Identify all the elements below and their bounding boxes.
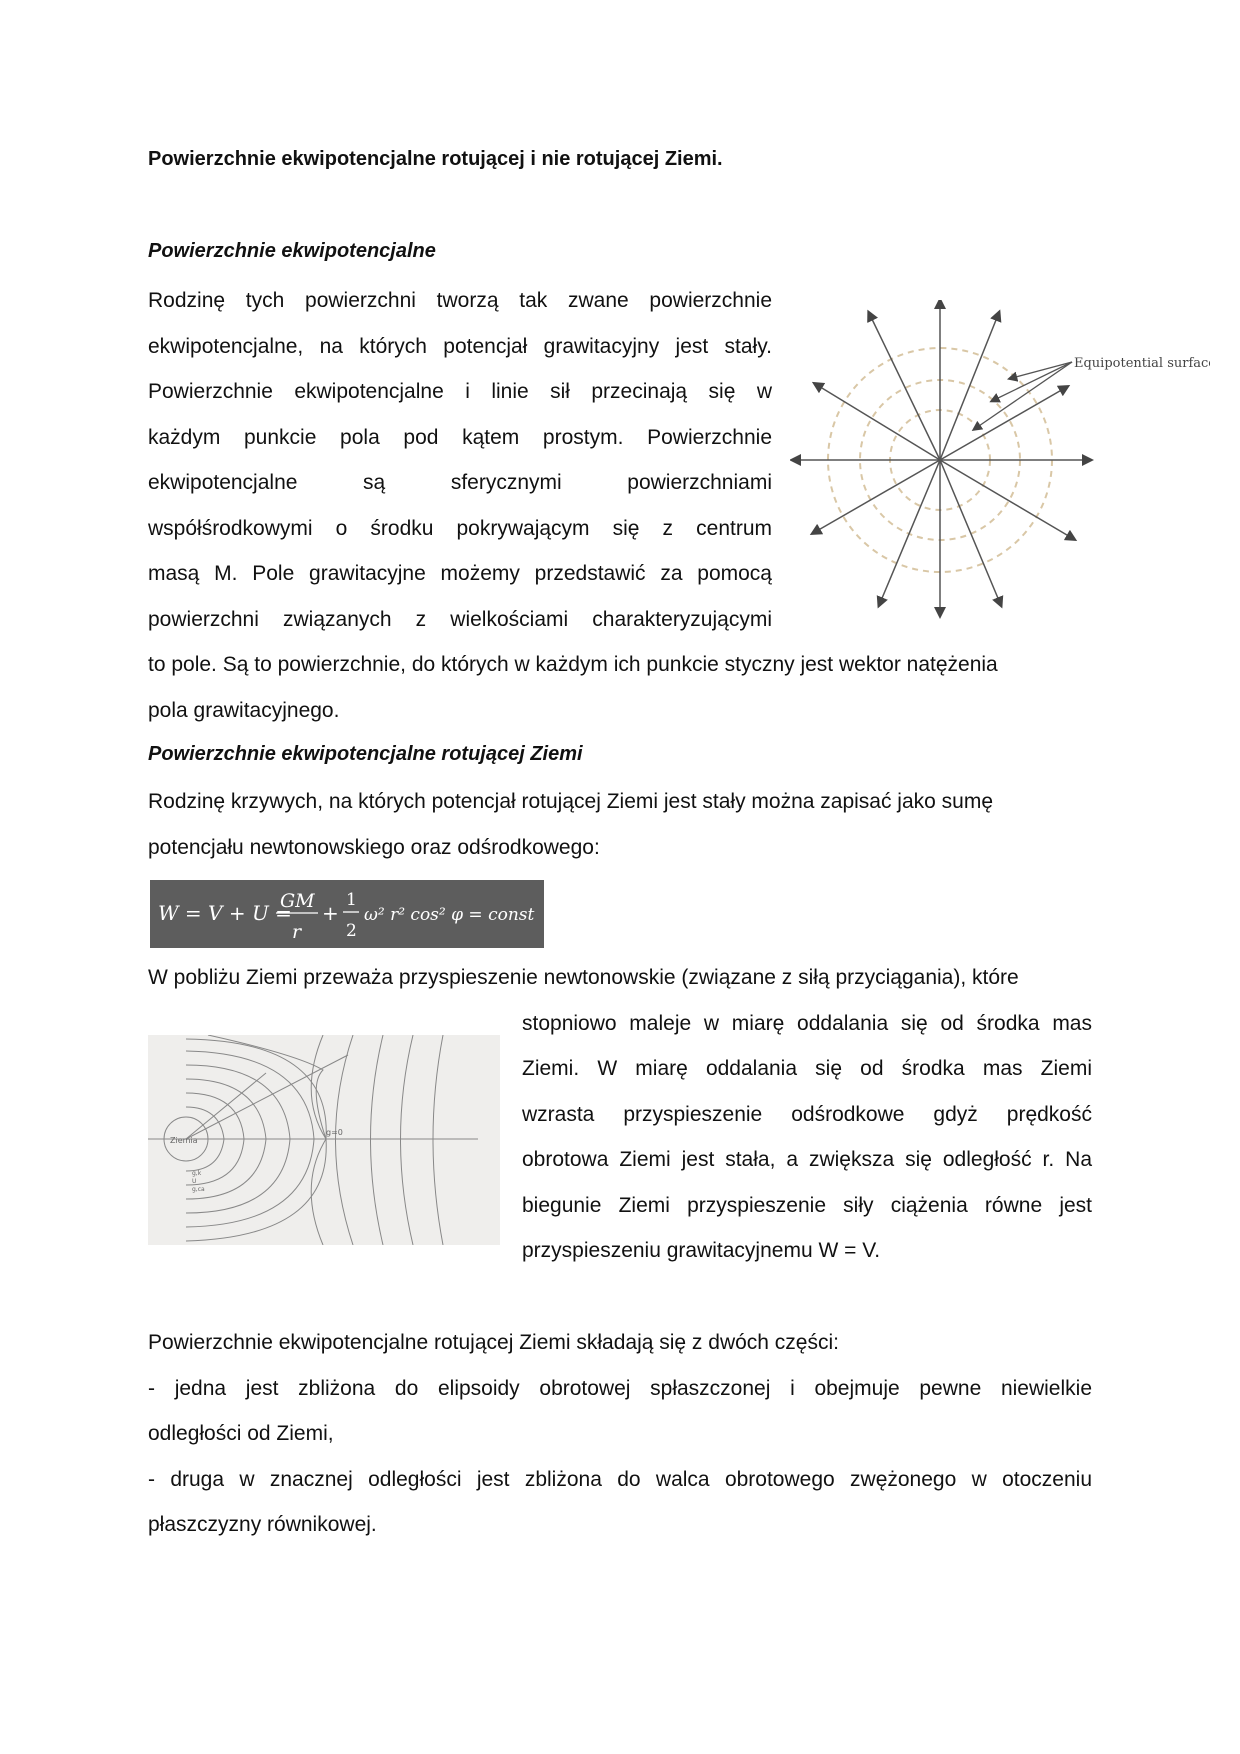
page-title: Powierzchnie ekwipotencjalne rotującej i nie rotującej Ziemi. (148, 148, 723, 170)
paragraph-line: Rodzinę krzywych, na których potencjał rotującej Ziemi jest stały można zapisać jako sumę (148, 790, 994, 813)
paragraph-line: to pole. Są to powierzchnie, do których w każdym ich punkcie styczny jest wektor natężenia (148, 653, 998, 676)
equipotential-diagram (790, 300, 1210, 620)
rotating-earth-diagram-svg (148, 1035, 500, 1245)
paragraph-line: przyspieszeniu grawitacyjnemu W = V. (522, 1239, 881, 1262)
paragraph-line: pola grawitacyjnego. (148, 699, 340, 722)
paragraph-line: współśrodkowymi o środku pokrywającym się z centrum (148, 517, 772, 540)
equipotential-curve (433, 1035, 443, 1245)
rotating-earth-diagram (148, 1035, 500, 1245)
paragraph-line: stopniowo maleje w miarę oddalania się od środka mas (522, 1012, 1092, 1035)
radius-line (186, 1055, 348, 1139)
section-heading-equipotential: Powierzchnie ekwipotencjalne (148, 240, 436, 262)
label-pointer (994, 362, 1072, 400)
potential-formula (150, 880, 544, 948)
formula-num-gm: GM (280, 890, 315, 912)
equipotential-curve (336, 1035, 354, 1245)
earth-label: Ziemia (170, 1136, 198, 1145)
paragraph-line: obrotowa Ziemi jest stała, a zwiększa się odległość r. Na (522, 1148, 1092, 1171)
equipotential-diagram-svg (790, 300, 1210, 620)
formula-plus: + (322, 901, 339, 925)
section-heading-rotating: Powierzchnie ekwipotencjalne rotującej Ziemi (148, 743, 583, 765)
side-label: U (192, 1178, 197, 1185)
paragraph-line: Powierzchnie ekwipotencjalne rotującej Ziemi składają się z dwóch części: (148, 1331, 839, 1354)
equipotential-surface-label: Equipotential surface (1074, 356, 1210, 371)
field-line (880, 460, 940, 603)
potential-formula-svg (150, 880, 544, 948)
paragraph-line: ekwipotencjalne są sferycznymi powierzchniami (148, 471, 772, 494)
formula-lhs: W = V + U = (158, 901, 292, 925)
paragraph-line: Ziemi. W miarę oddalania się od środka mas Ziemi (522, 1057, 1092, 1080)
paragraph-line: W pobliżu Ziemi przeważa przyspieszenie newtonowskie (związane z siłą przyciągania), które (148, 966, 1019, 989)
paragraph-line: powierzchni związanych z wielkościami charakteryzującymi (148, 608, 772, 631)
formula-tail: ω² r² cos² φ = const (364, 905, 535, 925)
field-line (940, 388, 1065, 460)
paragraph-line: - jedna jest zbliżona do elipsoidy obrotowej spłaszczonej i obejmuje pewne niewielkie (148, 1377, 1092, 1400)
field-line (815, 460, 940, 532)
side-label: g,k (192, 1170, 202, 1177)
field-line (940, 315, 998, 460)
equipotential-curve (401, 1035, 414, 1245)
side-label: g,ca (192, 1186, 205, 1193)
label-pointer (976, 362, 1072, 428)
equipotential-curve (371, 1035, 384, 1245)
paragraph-line: ekwipotencjalne, na których potencjał grawitacyjny jest stały. (148, 335, 772, 358)
paragraph-line: płaszczyzny równikowej. (148, 1513, 377, 1536)
formula-num-1: 1 (346, 890, 357, 910)
field-lines (795, 303, 1088, 613)
radius-line (186, 1073, 266, 1139)
formula-den-r: r (292, 921, 302, 943)
paragraph-line: masą M. Pole grawitacyjne możemy przedstawić za pomocą (148, 562, 772, 585)
paragraph-line: Powierzchnie ekwipotencjalne i linie sił przecinają się w (148, 380, 772, 403)
label-pointer (1012, 362, 1072, 378)
paragraph-line: odległości od Ziemi, (148, 1422, 334, 1445)
paragraph-line: wzrasta przyspieszenie odśrodkowe gdyż prędkość (522, 1103, 1092, 1126)
formula-den-2: 2 (346, 921, 357, 941)
paragraph-line: - druga w znacznej odległości jest zbliżona do walca obrotowego zwężonego w otoczeniu (148, 1468, 1092, 1491)
paragraph-line: biegunie Ziemi przyspieszenie siły ciążenia równe jest (522, 1194, 1092, 1217)
equipotential-curve (186, 1039, 326, 1241)
paragraph-line: Rodzinę tych powierzchni tworzą tak zwane powierzchnie (148, 289, 772, 312)
paragraph-line: każdym punkcie pola pod kątem prostym. Powierzchnie (148, 426, 772, 449)
equipotential-curve (208, 1035, 326, 1139)
paragraph-line: potencjału newtonowskiego oraz odśrodkowego: (148, 836, 600, 859)
g0-label: g=0 (326, 1128, 343, 1137)
field-line (940, 460, 1000, 603)
label-pointers (976, 362, 1072, 428)
